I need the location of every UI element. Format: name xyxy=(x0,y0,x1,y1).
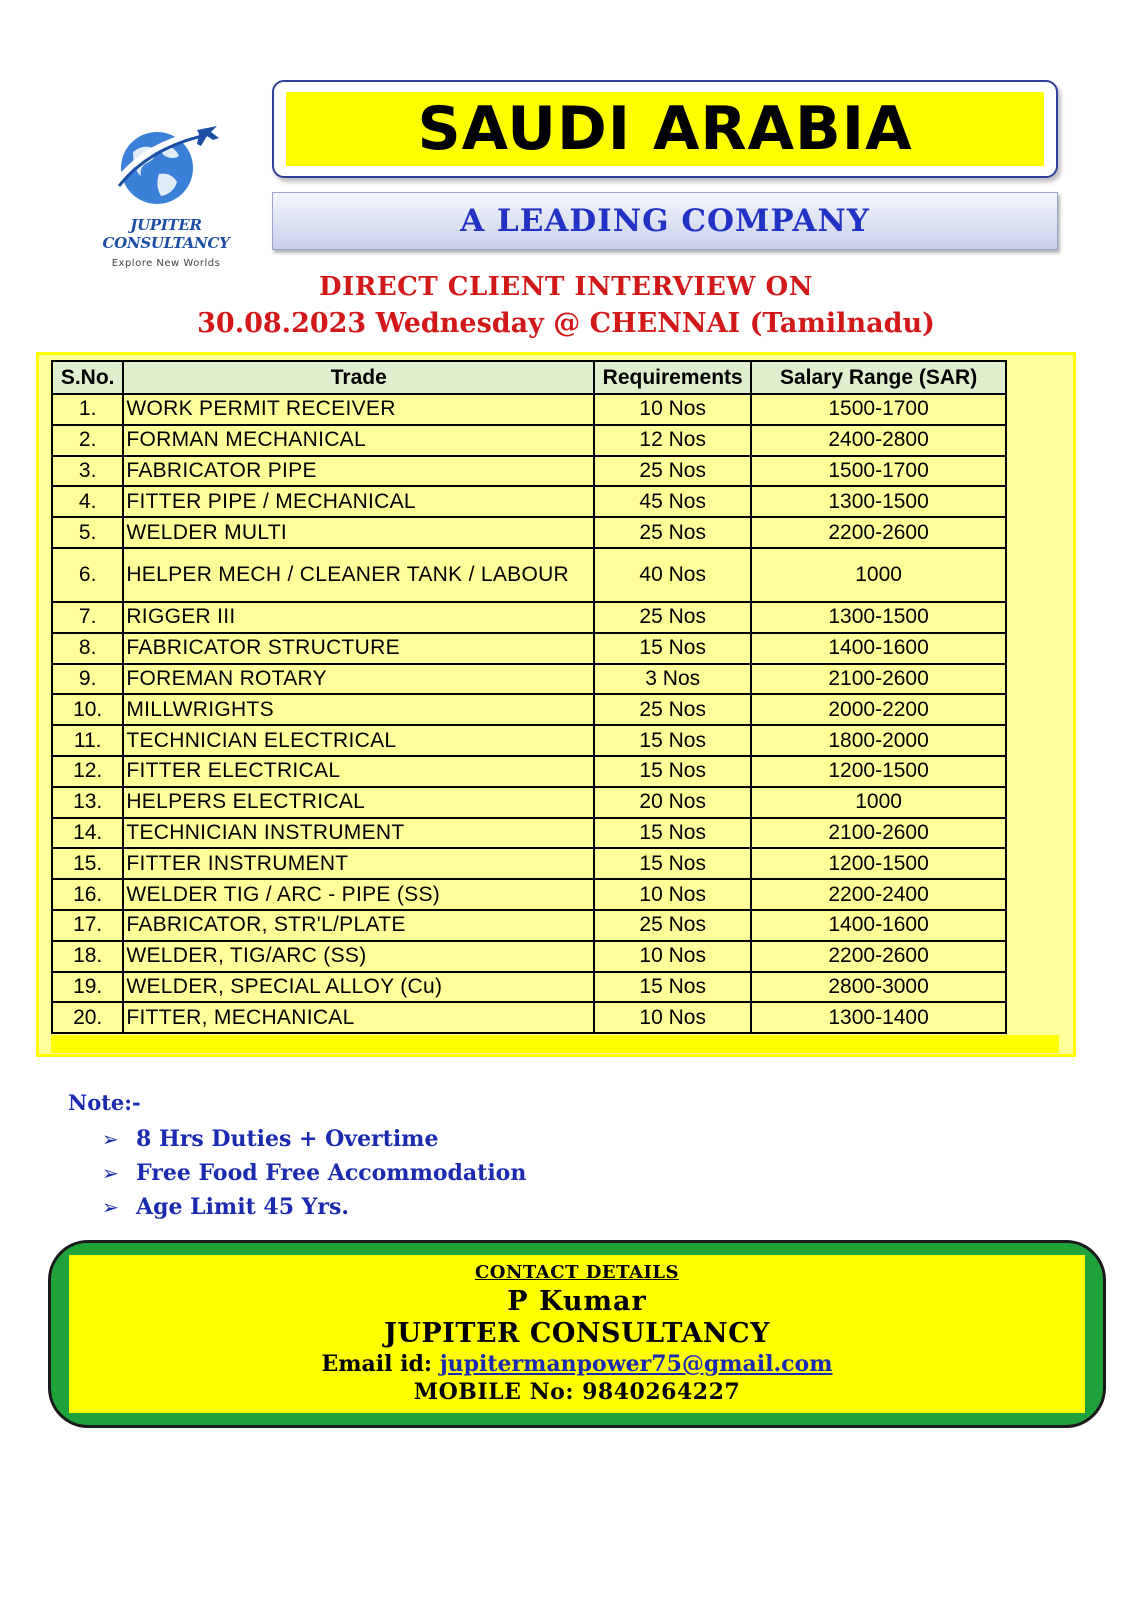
cell-sno: 14. xyxy=(52,818,123,849)
arrow-bullet-icon: ➢ xyxy=(102,1195,119,1219)
cell-salary: 1200-1500 xyxy=(751,756,1006,787)
table-header-row xyxy=(52,361,1006,394)
cell-salary: 2000-2200 xyxy=(751,694,1006,725)
cell-salary: 1500-1700 xyxy=(751,456,1006,487)
header-requirements: Requirements xyxy=(594,361,751,394)
cell-sno: 13. xyxy=(52,787,123,818)
cell-requirements: 45 Nos xyxy=(594,486,751,517)
cell-sno: 16. xyxy=(52,879,123,910)
contact-box xyxy=(48,1240,1106,1428)
cell-sno: 1. xyxy=(52,394,123,425)
table-row xyxy=(52,818,1006,849)
cell-requirements: 3 Nos xyxy=(594,664,751,695)
cell-sno: 18. xyxy=(52,941,123,972)
table-row xyxy=(52,633,1006,664)
interview-heading: DIRECT CLIENT INTERVIEW ON xyxy=(319,272,813,302)
cell-requirements: 10 Nos xyxy=(594,941,751,972)
title-inner xyxy=(286,92,1044,166)
cell-trade: FITTER INSTRUMENT xyxy=(123,848,594,879)
cell-salary: 2100-2600 xyxy=(751,664,1006,695)
table-row xyxy=(52,425,1006,456)
header-sno: S.No. xyxy=(52,361,123,394)
note-text: Age Limit 45 Yrs. xyxy=(136,1194,350,1220)
note-text: 8 Hrs Duties + Overtime xyxy=(136,1126,439,1152)
cell-trade: FORMAN MECHANICAL xyxy=(123,425,594,456)
contact-email-line xyxy=(69,1351,1085,1377)
cell-requirements: 25 Nos xyxy=(594,602,751,633)
cell-trade: MILLWRIGHTS xyxy=(123,694,594,725)
subtitle-banner xyxy=(272,192,1058,250)
note-item xyxy=(102,1122,526,1156)
cell-requirements: 25 Nos xyxy=(594,456,751,487)
cell-sno: 11. xyxy=(52,725,123,756)
note-text: Free Food Free Accommodation xyxy=(136,1160,527,1186)
cell-requirements: 40 Nos xyxy=(594,548,751,602)
table-row xyxy=(52,602,1006,633)
note-item xyxy=(102,1156,526,1190)
cell-requirements: 15 Nos xyxy=(594,756,751,787)
cell-salary: 1300-1500 xyxy=(751,486,1006,517)
cell-sno: 6. xyxy=(52,548,123,602)
email-link[interactable]: jupitermanpower75@gmail.com xyxy=(439,1351,833,1377)
cell-trade: FITTER PIPE / MECHANICAL xyxy=(123,486,594,517)
cell-requirements: 25 Nos xyxy=(594,694,751,725)
logo-tagline: Explore New Worlds xyxy=(111,258,221,269)
cell-trade: HELPERS ELECTRICAL xyxy=(123,787,594,818)
cell-requirements: 10 Nos xyxy=(594,394,751,425)
table-row xyxy=(52,394,1006,425)
table-row xyxy=(52,879,1006,910)
cell-sno: 9. xyxy=(52,664,123,695)
arrow-bullet-icon: ➢ xyxy=(102,1127,119,1151)
cell-salary: 1400-1600 xyxy=(751,633,1006,664)
page-title: SAUDI ARABIA xyxy=(417,94,913,164)
email-label: Email id: xyxy=(321,1351,433,1377)
cell-trade: HELPER MECH / CLEANER TANK / LABOUR xyxy=(123,548,594,602)
cell-trade: TECHNICIAN INSTRUMENT xyxy=(123,818,594,849)
globe-plane-icon xyxy=(111,122,221,210)
table-row xyxy=(52,486,1006,517)
cell-requirements: 15 Nos xyxy=(594,972,751,1003)
page-subtitle: A LEADING COMPANY xyxy=(460,203,870,239)
note-list xyxy=(102,1122,526,1224)
title-banner xyxy=(272,80,1058,178)
cell-sno: 7. xyxy=(52,602,123,633)
cell-sno: 8. xyxy=(52,633,123,664)
logo-company-name: JUPITER CONSULTANCY xyxy=(102,216,230,252)
cell-salary: 2100-2600 xyxy=(751,818,1006,849)
cell-salary: 1300-1400 xyxy=(751,1002,1006,1033)
cell-requirements: 15 Nos xyxy=(594,725,751,756)
cell-requirements: 12 Nos xyxy=(594,425,751,456)
cell-salary: 1000 xyxy=(751,548,1006,602)
cell-sno: 4. xyxy=(52,486,123,517)
header-salary: Salary Range (SAR) xyxy=(751,361,1006,394)
cell-salary: 2400-2800 xyxy=(751,425,1006,456)
table-row xyxy=(52,694,1006,725)
header-trade: Trade xyxy=(123,361,594,394)
cell-sno: 15. xyxy=(52,848,123,879)
cell-requirements: 10 Nos xyxy=(594,879,751,910)
cell-requirements: 25 Nos xyxy=(594,517,751,548)
cell-sno: 5. xyxy=(52,517,123,548)
cell-salary: 1300-1500 xyxy=(751,602,1006,633)
cell-trade: FABRICATOR PIPE xyxy=(123,456,594,487)
contact-heading: CONTACT DETAILS xyxy=(474,1262,680,1283)
table-row xyxy=(52,756,1006,787)
note-title: Note:- xyxy=(68,1090,141,1115)
cell-salary: 1200-1500 xyxy=(751,848,1006,879)
cell-requirements: 15 Nos xyxy=(594,633,751,664)
table-row xyxy=(52,941,1006,972)
cell-salary: 2200-2400 xyxy=(751,879,1006,910)
cell-salary: 1800-2000 xyxy=(751,725,1006,756)
cell-trade: FITTER ELECTRICAL xyxy=(123,756,594,787)
cell-trade: RIGGER III xyxy=(123,602,594,633)
table-row xyxy=(52,1002,1006,1033)
cell-requirements: 25 Nos xyxy=(594,910,751,941)
contact-mobile: MOBILE No: 9840264227 xyxy=(413,1379,741,1405)
cell-salary: 2200-2600 xyxy=(751,517,1006,548)
cell-trade: FABRICATOR STRUCTURE xyxy=(123,633,594,664)
cell-salary: 2200-2600 xyxy=(751,941,1006,972)
cell-sno: 2. xyxy=(52,425,123,456)
cell-trade: WELDER TIG / ARC - PIPE (SS) xyxy=(123,879,594,910)
cell-trade: FOREMAN ROTARY xyxy=(123,664,594,695)
table-row xyxy=(52,972,1006,1003)
contact-company: JUPITER CONSULTANCY xyxy=(384,1318,770,1349)
contact-inner xyxy=(69,1255,1085,1413)
cell-trade: TECHNICIAN ELECTRICAL xyxy=(123,725,594,756)
table-row xyxy=(52,848,1006,879)
jobs-table-panel xyxy=(36,352,1076,1057)
table-row xyxy=(52,787,1006,818)
cell-sno: 12. xyxy=(52,756,123,787)
cell-requirements: 20 Nos xyxy=(594,787,751,818)
table-bottom-stripe xyxy=(51,1035,1059,1053)
cell-sno: 17. xyxy=(52,910,123,941)
contact-name: P Kumar xyxy=(507,1286,647,1317)
cell-trade: WELDER MULTI xyxy=(123,517,594,548)
cell-sno: 3. xyxy=(52,456,123,487)
cell-requirements: 10 Nos xyxy=(594,1002,751,1033)
cell-trade: WELDER, TIG/ARC (SS) xyxy=(123,941,594,972)
cell-trade: WORK PERMIT RECEIVER xyxy=(123,394,594,425)
table-row xyxy=(52,725,1006,756)
cell-trade: FITTER, MECHANICAL xyxy=(123,1002,594,1033)
jobs-table xyxy=(51,360,1007,1034)
cell-salary: 1500-1700 xyxy=(751,394,1006,425)
cell-trade: FABRICATOR, STR'L/PLATE xyxy=(123,910,594,941)
interview-date-location: 30.08.2023 Wednesday @ CHENNAI (Tamilnadu) xyxy=(197,308,935,339)
cell-sno: 20. xyxy=(52,1002,123,1033)
table-row xyxy=(52,664,1006,695)
cell-sno: 10. xyxy=(52,694,123,725)
cell-trade: WELDER, SPECIAL ALLOY (Cu) xyxy=(123,972,594,1003)
cell-sno: 19. xyxy=(52,972,123,1003)
cell-requirements: 15 Nos xyxy=(594,818,751,849)
table-row xyxy=(52,548,1006,602)
table-row xyxy=(52,910,1006,941)
cell-requirements: 15 Nos xyxy=(594,848,751,879)
arrow-bullet-icon: ➢ xyxy=(102,1161,119,1185)
note-item xyxy=(102,1190,526,1224)
cell-salary: 1400-1600 xyxy=(751,910,1006,941)
company-logo xyxy=(66,122,266,272)
table-row xyxy=(52,456,1006,487)
cell-salary: 2800-3000 xyxy=(751,972,1006,1003)
table-row xyxy=(52,517,1006,548)
cell-salary: 1000 xyxy=(751,787,1006,818)
